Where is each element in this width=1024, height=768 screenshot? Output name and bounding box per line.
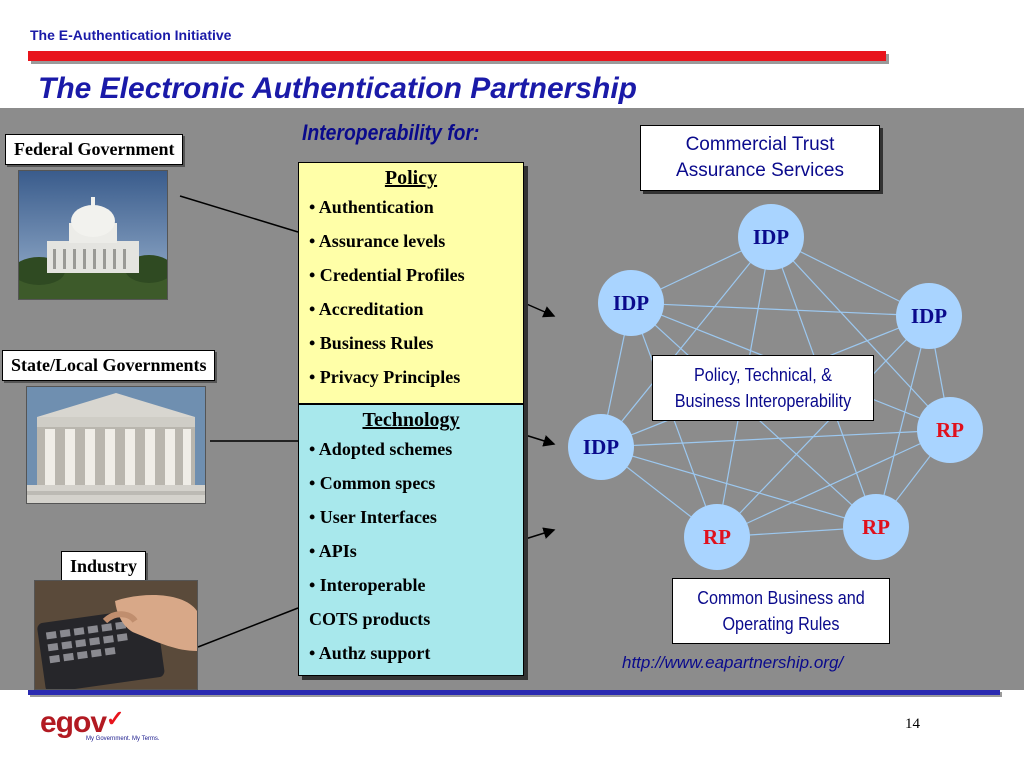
policy-item: • Authentication bbox=[309, 197, 434, 217]
rp-node: RP bbox=[684, 504, 750, 570]
idp-node: IDP bbox=[738, 204, 804, 270]
egov-tagline: My Government. My Terms. bbox=[86, 736, 160, 742]
rules-line-1: Common Business and bbox=[697, 588, 865, 608]
rp-node: RP bbox=[843, 494, 909, 560]
interoperability-heading: Interoperability for: bbox=[302, 120, 480, 145]
operating-rules-box bbox=[672, 578, 890, 644]
egov-figure-icon: ✓ bbox=[106, 706, 124, 731]
technology-item: • User Interfaces bbox=[309, 507, 437, 527]
trust-line-1: Commercial Trust bbox=[685, 134, 835, 155]
technology-item: • Authz support bbox=[309, 643, 431, 663]
policy-item: • Business Rules bbox=[309, 333, 434, 353]
industry-label: Industry bbox=[61, 551, 146, 582]
trust-line-2: Assurance Services bbox=[676, 160, 844, 181]
policy-item: • Accreditation bbox=[309, 299, 424, 319]
idp-node: IDP bbox=[896, 283, 962, 349]
technology-item: • Common specs bbox=[309, 473, 436, 493]
egov-logo bbox=[40, 706, 160, 742]
slide-title: The Electronic Authentication Partnership bbox=[38, 72, 637, 105]
page-number: 14 bbox=[905, 716, 920, 732]
idp-node: IDP bbox=[568, 414, 634, 480]
partnership-url[interactable]: http://www.eapartnership.org/ bbox=[622, 653, 844, 672]
policy-item: • Privacy Principles bbox=[309, 367, 461, 387]
egov-logo-text: egov✓ bbox=[40, 706, 124, 739]
policy-item: • Credential Profiles bbox=[309, 265, 465, 285]
rp-node: RP bbox=[917, 397, 983, 463]
footer-divider-blue bbox=[28, 690, 1000, 695]
state-local-governments-label: State/Local Governments bbox=[2, 350, 215, 381]
policy-heading: Policy bbox=[384, 167, 438, 189]
technology-heading: Technology bbox=[362, 409, 460, 431]
federal-government-label: Federal Government bbox=[5, 134, 183, 165]
interoperability-box bbox=[652, 355, 874, 421]
technology-item: • Adopted schemes bbox=[309, 439, 453, 459]
technology-item: • Interoperable bbox=[309, 575, 426, 595]
technology-item: COTS products bbox=[309, 609, 431, 629]
rules-line-2: Operating Rules bbox=[722, 614, 840, 634]
interoperability-line-2: Business Interoperability bbox=[674, 391, 852, 411]
technology-item: • APIs bbox=[309, 541, 357, 561]
interoperability-line-1: Policy, Technical, & bbox=[693, 365, 833, 385]
policy-item: • Assurance levels bbox=[309, 231, 446, 251]
idp-node: IDP bbox=[598, 270, 664, 336]
initiative-label: The E-Authentication Initiative bbox=[30, 27, 232, 43]
